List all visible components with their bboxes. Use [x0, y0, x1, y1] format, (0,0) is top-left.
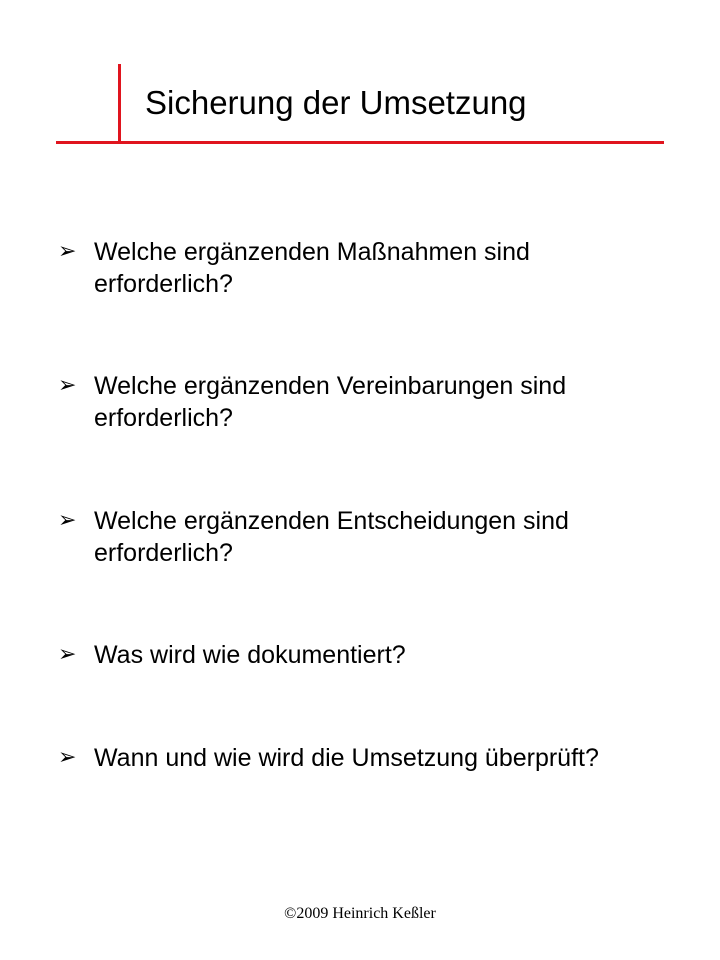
arrow-bullet-icon: ➢ [58, 642, 77, 667]
list-item-text: Wann und wie wird die Umsetzung überprüft? [94, 744, 599, 772]
list-item [58, 742, 678, 774]
copyright-footer: ©2009 Heinrich Keßler [284, 905, 436, 922]
arrow-bullet-icon: ➢ [58, 508, 77, 533]
list-item-text: Was wird wie dokumentiert? [94, 641, 406, 669]
arrow-bullet-icon: ➢ [58, 239, 77, 264]
arrow-bullet-icon: ➢ [58, 745, 77, 770]
slide-title: Sicherung der Umsetzung [145, 84, 527, 121]
list-item-text: Welche ergänzenden Vereinbarungen sind erforderlich? [94, 372, 567, 432]
list-item-text: Welche ergänzenden Maßnahmen sind erforderlich? [94, 238, 530, 298]
list-item [58, 639, 678, 671]
list-item [58, 370, 678, 434]
arrow-bullet-icon: ➢ [58, 373, 77, 398]
list-item-text: Welche ergänzenden Entscheidungen sind erforderlich? [94, 507, 569, 567]
list-item [58, 236, 678, 300]
list-item [58, 505, 678, 569]
